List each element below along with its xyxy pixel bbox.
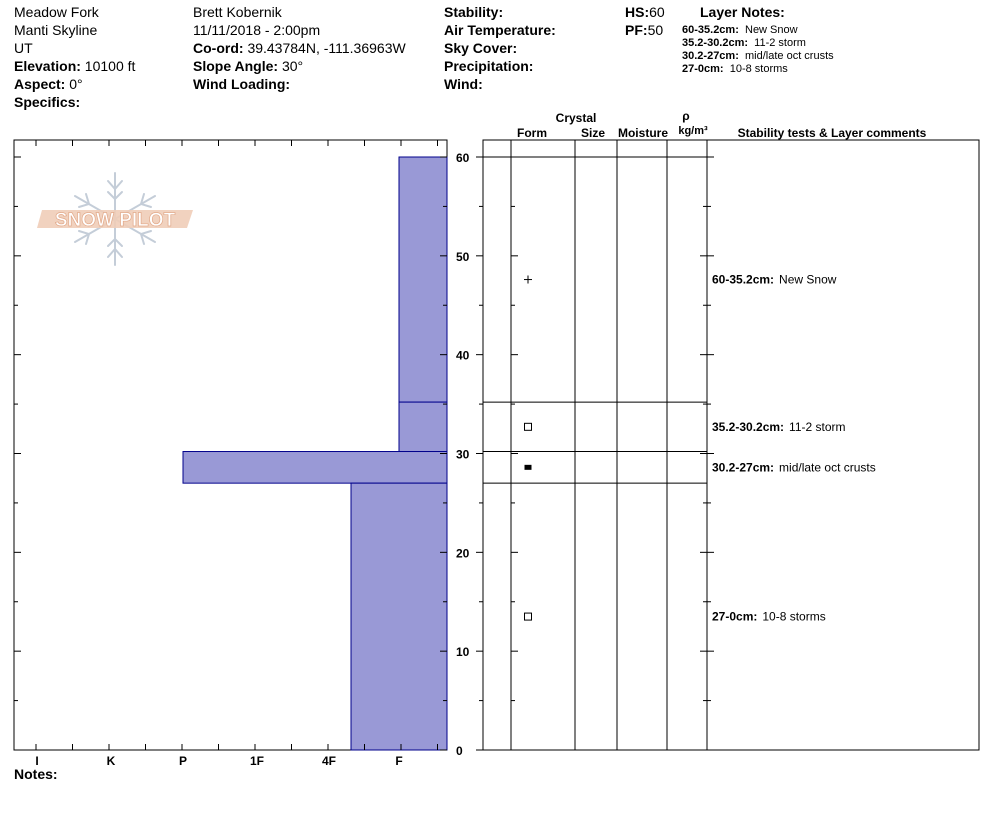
coord-label: Co-ord:: [193, 40, 244, 56]
height-label: 10: [456, 645, 470, 660]
sky-cover-label: Sky Cover:: [444, 40, 518, 56]
header-rho: ρ: [682, 109, 690, 123]
aspect-label: Aspect:: [14, 76, 66, 92]
layer-notes-title: Layer Notes:: [700, 4, 785, 20]
specifics-label: Specifics:: [14, 94, 81, 110]
wind-loading-label: Wind Loading:: [193, 76, 291, 92]
hardness-plot: [14, 140, 470, 768]
header-crystal: Crystal: [555, 111, 597, 125]
hardness-label: 1F: [249, 754, 265, 768]
hs-label: HS:: [625, 4, 650, 20]
aspect-value: 0°: [69, 76, 83, 92]
site-location: Meadow Fork: [14, 4, 99, 20]
hardness-axis-labels: [35, 754, 402, 768]
hardness-label: 4F: [321, 754, 337, 768]
layer-note-2: 35.2-30.2cm: 11-2 storm: [682, 37, 806, 49]
header-moisture: Moisture: [617, 126, 669, 140]
hardness-label: I: [35, 754, 39, 768]
hs-value: 60: [649, 4, 665, 20]
form-symbol-crust: [525, 465, 532, 470]
hardness-bar-3: [183, 452, 447, 484]
layer-table: [476, 109, 979, 750]
header-comments: Stability tests & Layer comments: [737, 126, 927, 140]
layer-note-4: 27-0cm: 10-8 storms: [682, 63, 788, 75]
wind-label: Wind:: [444, 76, 483, 92]
layer-comment-2: 35.2-30.2cm: 11-2 storm: [712, 419, 846, 434]
hardness-label: K: [106, 754, 116, 768]
elevation-value: 10100 ft: [84, 58, 136, 74]
site-range: Manti Skyline: [14, 22, 98, 38]
layer-comment-3: 30.2-27cm: mid/late oct crusts: [712, 460, 876, 475]
observation-datetime: 11/11/2018 - 2:00pm: [193, 22, 321, 38]
hardness-bar-1: [399, 157, 447, 402]
layer-note-1: 60-35.2cm: New Snow: [682, 24, 798, 36]
header-density-unit: kg/m³: [678, 125, 708, 137]
precip-label: Precipitation:: [444, 58, 534, 74]
pf-value: 50: [647, 22, 664, 38]
notes-label: Notes:: [14, 766, 58, 782]
site-state: UT: [14, 40, 33, 56]
pf-label: PF:: [625, 22, 648, 38]
hardness-label: P: [178, 754, 188, 768]
height-label: 20: [456, 546, 470, 561]
snowpilot-logo-text: SNOW PILOT: [54, 210, 176, 231]
coord-value: 39.43784N, -111.36963W: [247, 40, 406, 56]
slope-label: Slope Angle:: [193, 58, 279, 74]
layer-comment-1: 60-35.2cm: New Snow: [712, 272, 837, 287]
elevation-label: Elevation:: [14, 58, 81, 74]
header-size: Size: [580, 126, 606, 140]
air-temp-label: Air Temperature:: [444, 22, 556, 38]
height-axis-labels: [456, 151, 470, 758]
height-label: 40: [456, 348, 470, 363]
layer-table-frame: [483, 140, 979, 750]
layer-comment-4: 27-0cm: 10-8 storms: [712, 609, 826, 624]
layer-note-3: 30.2-27cm: mid/late oct crusts: [682, 50, 834, 62]
hardness-label: F: [395, 754, 403, 768]
height-label: 30: [456, 447, 470, 462]
observer-name: Brett Kobernik: [193, 4, 282, 20]
hardness-bar-2: [399, 402, 447, 451]
stability-label: Stability:: [444, 4, 504, 20]
hardness-bar-4: [351, 483, 447, 750]
slope-value: 30°: [281, 58, 304, 74]
height-label: 50: [456, 249, 470, 264]
height-label: 0: [456, 744, 463, 758]
height-label: 60: [456, 151, 470, 165]
header-form: Form: [517, 126, 547, 140]
